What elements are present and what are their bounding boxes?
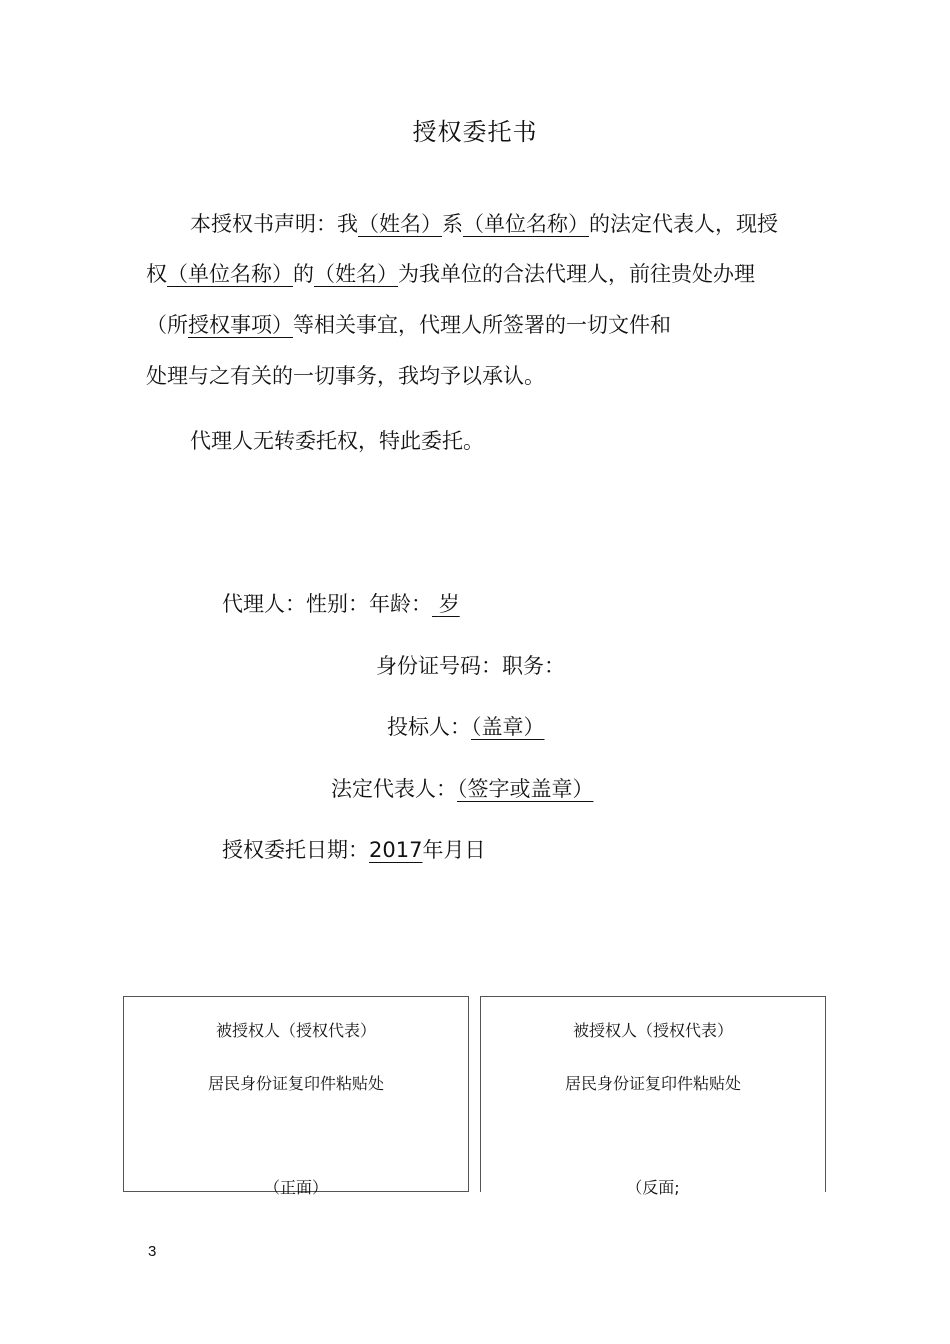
name-blank: （姓名）	[314, 262, 398, 286]
legal-rep-label: 法定代表人：	[331, 777, 457, 801]
legal-rep-signature-blank: （签字或盖章）	[457, 777, 594, 801]
matter-blank: 授权事项）	[188, 313, 293, 337]
bidder-label: 投标人：	[387, 715, 471, 739]
legal-rep-line	[331, 779, 594, 800]
page-number: 3	[148, 1243, 157, 1260]
declaration-line-1	[190, 214, 778, 235]
id-front-box	[123, 996, 469, 1197]
declaration-line-5: 代理人无转委托权，特此委托。	[190, 429, 484, 453]
text: （所	[146, 313, 188, 337]
declaration-line-3	[146, 315, 671, 336]
text: 为我单位的合法代理人，前往贵处办理	[398, 262, 755, 286]
text: 系	[442, 212, 463, 236]
box-side-label: （正面）	[263, 1178, 328, 1197]
company-blank: （单位名称）	[463, 212, 589, 236]
declaration-line-4: 处理与之有关的一切事务，我均予以承认。	[146, 364, 545, 388]
id-back-box	[480, 996, 826, 1197]
text: 等相关事宜，代理人所签署的一切文件和	[293, 313, 671, 337]
document-title: 授权委托书	[412, 118, 538, 146]
date-label: 授权委托日期：	[222, 838, 369, 862]
name-blank: （姓名）	[358, 212, 442, 236]
bidder-line	[387, 717, 545, 738]
text: 的	[293, 262, 314, 286]
bidder-seal-blank: （盖章）	[471, 715, 545, 739]
age-blank: 岁	[438, 592, 460, 616]
box-title: 被授权人（授权代表）	[572, 1021, 733, 1040]
box-subtitle: 居民身份证复印件粘贴处	[564, 1074, 741, 1093]
company-blank: （单位名称）	[167, 262, 293, 286]
text: 权	[146, 262, 167, 286]
text: 本授权书声明：我	[190, 212, 358, 236]
date-year: 2017	[369, 838, 423, 862]
box-subtitle: 居民身份证复印件粘贴处	[207, 1074, 384, 1093]
authorization-date-line	[222, 840, 485, 861]
box-title: 被授权人（授权代表）	[215, 1021, 376, 1040]
declaration-line-2	[146, 264, 755, 285]
agent-info-line	[222, 594, 460, 615]
box-side-label: （反面;	[626, 1178, 680, 1197]
id-number-line: 身份证号码：职务：	[376, 654, 565, 678]
text: 的法定代表人，现授	[589, 212, 778, 236]
date-rest: 年月日	[422, 838, 486, 862]
agent-label: 代理人：性别：年龄：	[222, 592, 432, 616]
